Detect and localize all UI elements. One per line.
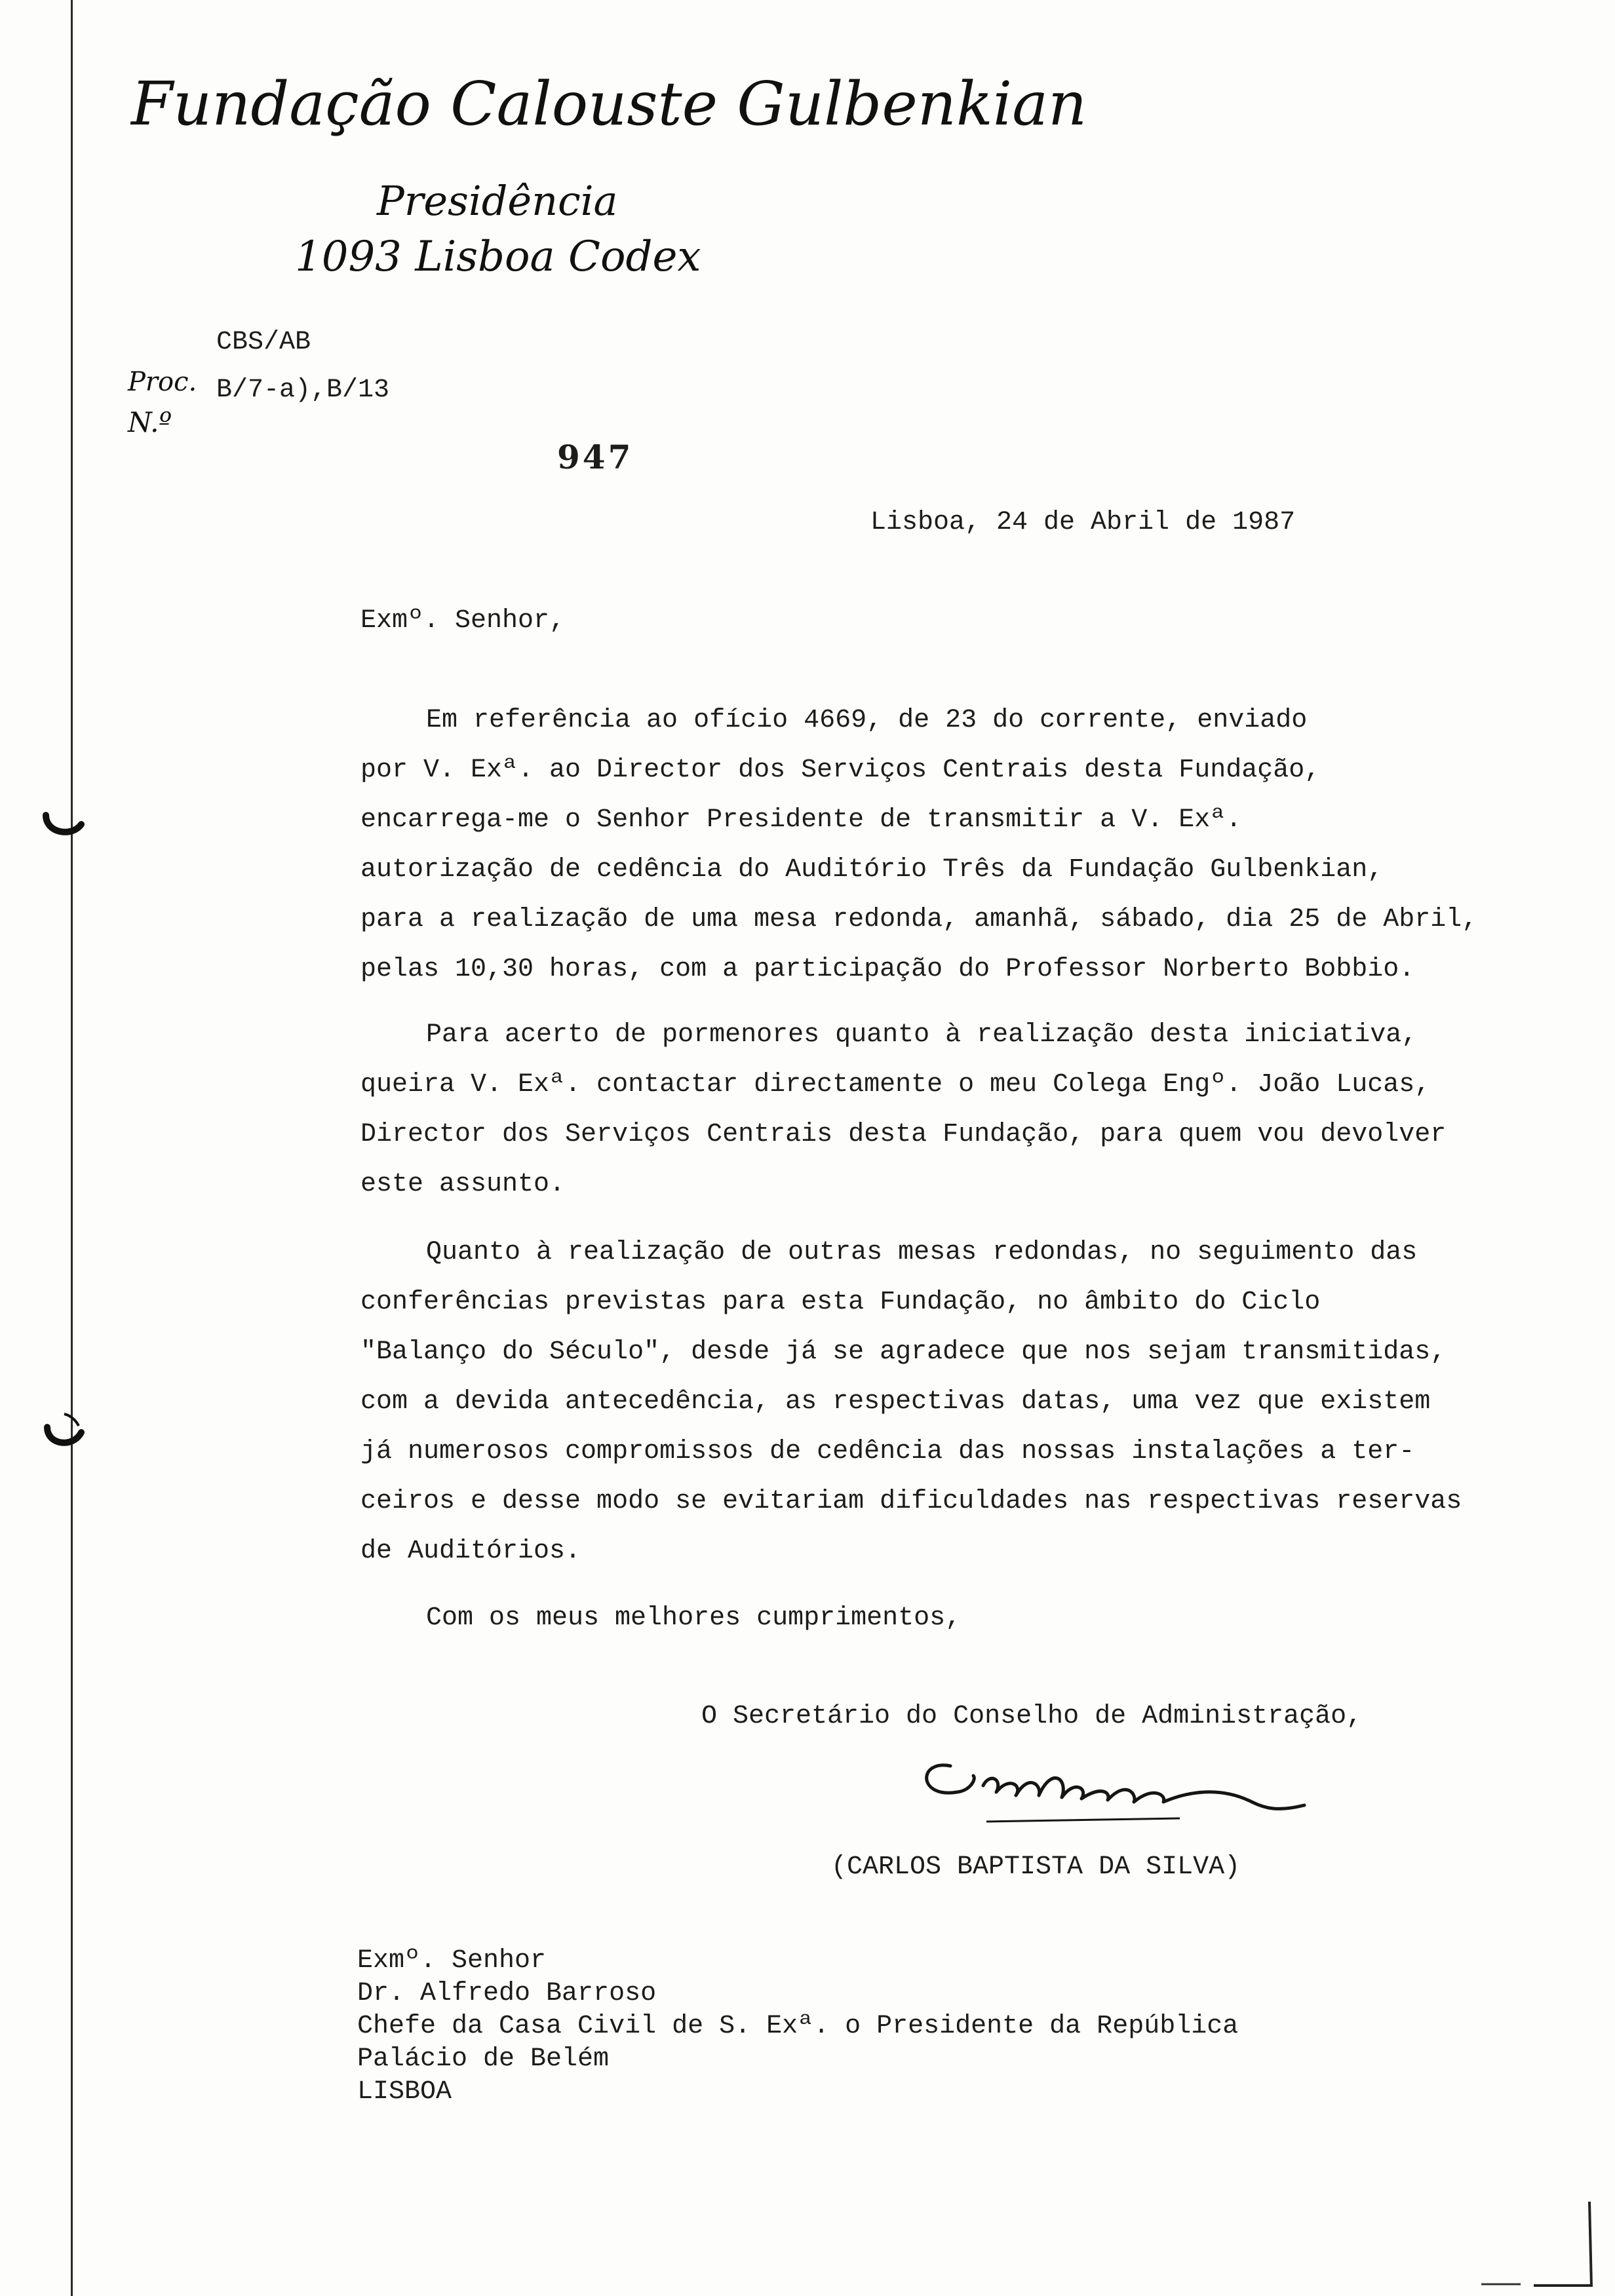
paragraph-line: já numerosos compromissos de cedência das nossas instalações a ter-: [360, 1437, 1415, 1466]
paragraph-line: Quanto à realização de outras mesas redondas, no seguimento das: [426, 1238, 1418, 1267]
letterhead-address: 1093 Lisboa Codex: [295, 233, 701, 281]
binder-margin-line: [71, 0, 73, 2296]
paragraph-line: este assunto.: [360, 1170, 566, 1199]
proc-value: B/7-a),B/13: [216, 375, 390, 405]
date-line: Lisboa, 24 de Abril de 1987: [870, 508, 1296, 537]
paragraph-line: autorização de cedência do Auditório Três da Fundação Gulbenkian,: [360, 855, 1384, 885]
punch-hole-bottom-icon: [41, 1409, 87, 1455]
paragraph-line: Para acerto de pormenores quanto à realização desta iniciativa,: [426, 1020, 1418, 1050]
paragraph-line: conferências previstas para esta Fundação, no âmbito do Ciclo: [360, 1288, 1321, 1317]
punch-hole-top-icon: [41, 799, 87, 845]
reference-initials: CBS/AB: [216, 328, 311, 357]
paragraph-3: [360, 1228, 1540, 1577]
paragraph-line: Director dos Serviços Centrais desta Fundação, para quem vou devolver: [360, 1120, 1447, 1149]
signatory-name: (CARLOS BAPTISTA DA SILVA): [831, 1852, 1241, 1882]
signatory-title: O Secretário do Conselho de Administração,: [701, 1702, 1363, 1731]
paragraph-line: Em referência ao ofício 4669, de 23 do corrente, enviado: [426, 706, 1308, 735]
number-label: N.º: [128, 406, 172, 438]
recipient-line: Palácio de Belém: [357, 2044, 610, 2074]
recipient-line: Chefe da Casa Civil de S. Exª. o Presidente da República: [357, 2012, 1239, 2041]
corner-scan-mark-icon: [1468, 2202, 1599, 2293]
closing-line: Com os meus melhores cumprimentos,: [426, 1603, 962, 1633]
paragraph-line: pelas 10,30 horas, com a participação do Professor Norberto Bobbio.: [360, 955, 1415, 984]
paragraph-1: [360, 696, 1540, 995]
paragraph-line: para a realização de uma mesa redonda, amanhã, sábado, dia 25 de Abril,: [360, 905, 1478, 934]
recipient-line: Dr. Alfredo Barroso: [357, 1979, 657, 2008]
recipient-address: [357, 1945, 1238, 2109]
recipient-line: Exmº. Senhor: [357, 1946, 547, 1976]
paragraph-line: "Balanço do Século", desde já se agradece que nos sejam transmitidas,: [360, 1337, 1447, 1367]
letterhead-dept: Presidência: [377, 177, 618, 225]
salutation: Exmº. Senhor,: [360, 606, 566, 636]
proc-label: Proc.: [128, 367, 197, 397]
paragraph-2: [360, 1010, 1540, 1210]
recipient-line: LISBOA: [357, 2077, 452, 2107]
paragraph-line: encarrega-me o Senhor Presidente de transmitir a V. Exª.: [360, 805, 1242, 835]
paragraph-line: queira V. Exª. contactar directamente o meu Colega Engº. João Lucas,: [360, 1070, 1431, 1100]
paragraph-line: por V. Exª. ao Director dos Serviços Centrais desta Fundação,: [360, 756, 1321, 785]
handwritten-signature: [911, 1740, 1331, 1838]
paragraph-line: com a devida antecedência, as respectivas datas, uma vez que existem: [360, 1387, 1431, 1417]
paragraph-line: ceiros e desse modo se evitariam dificuldades nas respectivas reservas: [360, 1487, 1462, 1516]
document-number-stamp: 947: [557, 438, 634, 476]
letterhead-org: Fundação Calouste Gulbenkian: [131, 69, 1087, 139]
paragraph-line: de Auditórios.: [360, 1537, 581, 1566]
